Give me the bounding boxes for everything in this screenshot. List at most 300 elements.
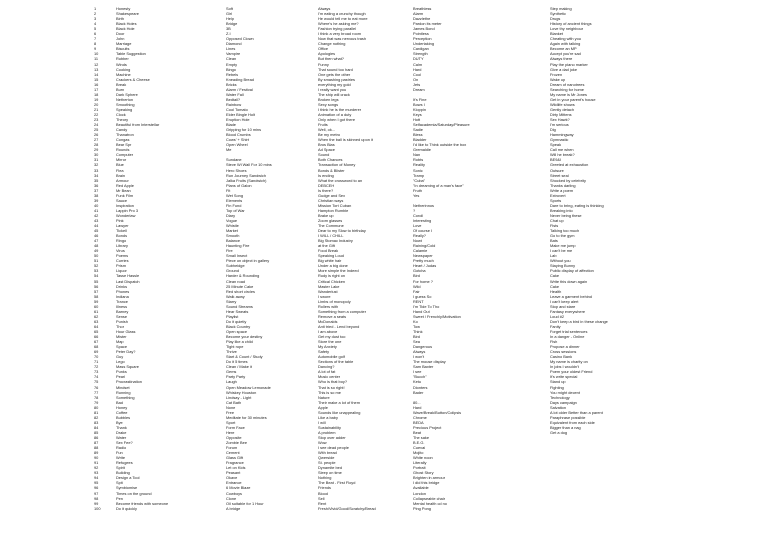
- row-number: 2: [94, 11, 97, 17]
- cell-col5: Love thy neighbour: [550, 26, 584, 32]
- cell-col2: Tight rope: [226, 344, 244, 350]
- cell-col4: Newspaper: [413, 253, 433, 259]
- cell-col1: Pen: [116, 495, 123, 501]
- row-number: 97: [94, 490, 99, 496]
- cell-col1: Birth: [116, 16, 124, 22]
- cell-col1: Brain: [116, 172, 126, 178]
- row-number: 26: [94, 132, 99, 138]
- cell-col1: Last Dispatch: [116, 278, 140, 284]
- row-number: 56: [94, 283, 99, 289]
- cell-col5: Dig: [550, 127, 556, 133]
- cell-col2: Kneading Bread: [226, 76, 254, 82]
- cell-col3: Rudy is right on: [318, 273, 346, 279]
- row-number: 35: [94, 177, 99, 183]
- cell-col1: Marriage: [116, 41, 132, 47]
- cell-col3: I think he is the murderer: [318, 106, 362, 112]
- row-number: 15: [94, 76, 99, 82]
- cell-col1: Running: [116, 389, 131, 395]
- cell-col5: Speak: [550, 142, 562, 148]
- cell-col4: Brighten in armour: [413, 475, 446, 481]
- cell-col4: RENT: [413, 298, 424, 304]
- row-number: 77: [94, 389, 99, 395]
- cell-col2: Z.I: [226, 31, 231, 37]
- cell-col2: Top of War: [226, 207, 245, 213]
- cell-col1: Black Hole: [116, 26, 135, 32]
- cell-col3: Automobile golf: [318, 354, 345, 360]
- cell-col5: In jobs I wouldn't: [550, 364, 579, 370]
- cell-col3: Master Lake: [318, 283, 340, 289]
- row-number: 58: [94, 293, 99, 299]
- cell-col1: Pink: [116, 217, 124, 223]
- row-number: 19: [94, 96, 99, 102]
- cell-col4: DUTY: [413, 56, 424, 62]
- cell-col3: When the ball is skinned upon it: [318, 137, 373, 143]
- cell-col2: Fire: [226, 248, 233, 254]
- cell-col4: Calamie: [413, 248, 428, 254]
- cell-col2: Clean / Make it: [226, 364, 252, 370]
- cell-col2: Diamond: [226, 41, 242, 47]
- cell-col3: everything my gold: [318, 81, 351, 87]
- column-row-numbers: [94, 6, 112, 511]
- cell-col3: Gudge and Sex: [318, 192, 346, 198]
- cell-col4: Bladder: [413, 137, 427, 143]
- cell-col1: Space: [116, 344, 128, 350]
- row-number: 41: [94, 207, 99, 213]
- cell-col1: Map: [116, 339, 124, 345]
- cell-col3: I will: [318, 419, 326, 425]
- cell-col2: Plans of Galon: [226, 182, 252, 188]
- cell-col2: Lindsay - Light: [226, 394, 252, 400]
- row-number: 92: [94, 465, 99, 471]
- cell-col2: Harder & Rounding: [226, 273, 260, 279]
- row-number: 59: [94, 298, 99, 304]
- cell-col1: Honesty: [116, 6, 131, 11]
- cell-col2: Elements: [226, 197, 243, 203]
- cell-col2: Sport: [226, 419, 236, 425]
- cell-col1: Barney: [116, 308, 129, 314]
- cell-col1: Sense: [116, 313, 128, 319]
- cell-col4: Precious Project: [413, 424, 442, 430]
- row-number: 96: [94, 485, 99, 491]
- row-number: 40: [94, 202, 99, 208]
- cell-col2: Me: [226, 147, 232, 153]
- cell-col1: Sauce: [116, 197, 128, 203]
- cell-col2: Okave: [226, 475, 238, 481]
- cell-col3: Funny: [318, 61, 329, 67]
- cell-col2: Entrance: [226, 480, 242, 486]
- row-number: 32: [94, 162, 99, 168]
- cell-col5: Extrovert: [550, 192, 566, 198]
- cell-col2: Become your destiny: [226, 334, 263, 340]
- cell-col3: Big white hair: [318, 258, 342, 264]
- cell-col2: None: [226, 404, 236, 410]
- cell-col1: Armour: [116, 177, 129, 183]
- cell-col1: Tasse Hassle: [116, 273, 140, 279]
- cell-col4: Of course I: [413, 228, 433, 234]
- cell-col2: Water Fall: [226, 91, 244, 97]
- cell-col3: Change nothing: [318, 41, 346, 47]
- cell-col5: Bigger than a nag: [550, 424, 581, 430]
- cell-col2: Form Face: [226, 424, 245, 430]
- cell-col2: Bingo: [226, 66, 236, 72]
- cell-col3: Qwerside: [318, 455, 335, 461]
- cell-col3: Big Stomac Industry: [318, 238, 353, 244]
- cell-col1: Smoothing: [116, 101, 135, 107]
- cell-col5: Never being these: [550, 212, 582, 218]
- cell-col2: Bridge: [226, 21, 238, 27]
- cell-col3: Now that was nervous trash: [318, 36, 367, 42]
- cell-col2: A bridge: [226, 505, 241, 511]
- cell-col1: Crackers & Cheese: [116, 76, 150, 82]
- cell-col3: Office: [318, 46, 329, 52]
- cell-col2: Girl: [226, 11, 233, 17]
- row-number: 21: [94, 106, 99, 112]
- row-number: 64: [94, 323, 99, 329]
- row-number: 61: [94, 308, 99, 314]
- cell-col4: I see: [413, 369, 422, 375]
- cell-col1: Illness: [116, 303, 128, 309]
- cell-col3: Sound: [318, 152, 330, 158]
- cell-col1: Mirror: [116, 157, 127, 163]
- cell-col3: Both Chances: [318, 157, 343, 163]
- cell-col1: Lappin Pro 3: [116, 207, 139, 213]
- cell-col3: Blood: [318, 490, 328, 496]
- cell-col1: Speaking: [116, 106, 133, 112]
- cell-col4: Sam Baxter: [413, 364, 434, 370]
- cell-col4: Ping Pong: [413, 505, 431, 511]
- cell-col1: Trance: [116, 298, 128, 304]
- cell-col4: "In dreaming of a man's face": [413, 182, 464, 188]
- row-number: 16: [94, 81, 99, 87]
- cell-col5: Fighting: [550, 384, 564, 390]
- cell-col1: Thanatron: [116, 132, 134, 138]
- row-number: 46: [94, 233, 99, 239]
- cell-col2: Blood Crumbs: [226, 132, 251, 138]
- cell-col5: Always there: [550, 56, 573, 62]
- cell-col3: Music center: [318, 374, 341, 380]
- row-number: 78: [94, 394, 99, 400]
- cell-col3: Who is that boy?: [318, 379, 347, 385]
- row-number: 75: [94, 379, 99, 385]
- cell-col5: Breaking into: [550, 207, 573, 213]
- cell-col4: Pointless: [413, 31, 429, 37]
- cell-col2: Black Country: [226, 323, 251, 329]
- row-number: 36: [94, 182, 99, 188]
- cell-col4: Really?: [413, 233, 426, 239]
- cell-col1: Pearl: [116, 374, 126, 380]
- cell-col1: Poems: [116, 253, 129, 259]
- column-5: [550, 6, 646, 511]
- cell-col2: Fin Fund: [226, 202, 242, 208]
- cell-col4: Sea: [413, 339, 420, 345]
- cell-col2: Run Journey Sandwich: [226, 172, 267, 178]
- cell-col3: Sleep on time: [318, 470, 342, 476]
- cell-col2: Hear Sweats: [226, 308, 249, 314]
- cell-col2: Glass Gift: [226, 455, 244, 461]
- row-number: 95: [94, 480, 99, 486]
- cell-col5: Become an MP: [550, 46, 577, 52]
- cell-col4: Bird: [413, 334, 420, 340]
- cell-col3: That sound too hard: [318, 66, 353, 72]
- cell-col5: Stand up: [550, 379, 566, 385]
- cell-col2: Open Meadow Lemonade: [226, 384, 271, 390]
- row-number: 93: [94, 470, 99, 476]
- cell-col5: Accept you're sad: [550, 51, 581, 57]
- cell-col2: Whiskey Houston: [226, 389, 257, 395]
- cell-col2: Haunting Fire: [226, 243, 250, 249]
- cell-col4: Fair: [413, 288, 420, 294]
- cell-col4: Jets: [413, 81, 421, 87]
- row-number: 90: [94, 455, 99, 461]
- row-number: 81: [94, 409, 99, 415]
- cell-col5: BE9&I: [550, 157, 562, 163]
- cell-col1: Congas: [116, 137, 130, 143]
- cell-col2: Piece on object in gallery: [226, 258, 270, 264]
- cell-col3: Only when I got there: [318, 117, 355, 123]
- row-number: 84: [94, 424, 99, 430]
- cell-col3: Remove a seats: [318, 313, 347, 319]
- cell-col5: You might decent: [550, 389, 580, 395]
- cell-col2: Meditate for 30 minutes: [226, 414, 267, 420]
- row-number: 23: [94, 117, 99, 123]
- cell-col1: Do it quickly: [116, 505, 137, 511]
- cell-col1: Curries: [116, 258, 129, 264]
- row-number: 54: [94, 273, 99, 279]
- cell-col1: Hour Glass: [116, 329, 136, 334]
- cell-col5: Cross sessions: [550, 349, 577, 355]
- cell-col3: Sections of the table: [318, 359, 354, 365]
- cell-col4: Undertaking: [413, 41, 434, 47]
- cell-col2: Do it quietly: [226, 318, 247, 324]
- cell-col1: Inspiration: [116, 202, 134, 208]
- cell-col5: I can't be me: [550, 248, 573, 254]
- cell-col5: Greeted at exhaustion: [550, 162, 589, 168]
- row-number: 82: [94, 414, 99, 420]
- cell-col3: Fashion trying parallel: [318, 26, 357, 32]
- cell-col1: Break: [116, 81, 127, 87]
- row-number: 72: [94, 364, 99, 370]
- cell-col5: Get in your parent's house: [550, 96, 596, 102]
- cell-col1: Symbiomise: [116, 485, 138, 491]
- cell-col2: Gripping for 10 mins: [226, 127, 262, 133]
- cell-col1: Bye: [116, 419, 123, 425]
- cell-col2: Bedtail?: [226, 96, 241, 102]
- cell-col2: Small Insect: [226, 253, 248, 259]
- cell-col3: Dancing?: [318, 364, 335, 370]
- cell-col4: Keys: [413, 111, 422, 117]
- cell-col3: Brake up: [318, 212, 334, 218]
- cell-col5: Forget trial sentences: [550, 329, 588, 334]
- cell-col4: Available: [413, 485, 429, 491]
- cell-col1: Rubber: [116, 56, 129, 62]
- cell-col4: Kloppin: [413, 106, 426, 112]
- cell-col4: Alarm: [413, 11, 424, 17]
- cell-col1: John: [116, 36, 125, 42]
- cell-col3: McDonalds: [318, 318, 338, 324]
- cell-col4: Think: [413, 329, 423, 334]
- cell-col3: Sustainability: [318, 424, 341, 430]
- cell-col1: Red Apple: [116, 182, 134, 188]
- cell-col5: Technology: [550, 394, 570, 400]
- cell-col2: Play like a child: [226, 339, 253, 345]
- cell-col5: [550, 506, 646, 511]
- cell-col5: Poem your oldest Friend: [550, 369, 593, 375]
- cell-col1: Sex Fee?: [116, 440, 133, 446]
- cell-col2: Balance: [226, 238, 241, 244]
- cell-col4: Fruth: [413, 187, 423, 193]
- cell-col4: Literally: [413, 460, 427, 466]
- cell-col2: Cat Bath: [226, 399, 242, 405]
- row-number: 29: [94, 147, 99, 153]
- cell-col1: Spirit: [116, 465, 125, 471]
- cell-col2: Hero Shoes: [226, 167, 247, 173]
- cell-col2: 3B: [226, 26, 231, 32]
- cell-col3: Like a baby: [318, 414, 338, 420]
- cell-col5: Equivalent from each side: [550, 419, 595, 425]
- cell-col5: Write this down again: [550, 278, 588, 284]
- row-number: 18: [94, 91, 99, 97]
- cell-col1: Virus: [116, 248, 125, 254]
- cell-col4: The mouse display: [413, 359, 446, 365]
- row-number: 31: [94, 157, 99, 163]
- cell-col3: Rent: [318, 500, 327, 506]
- row-number: 79: [94, 399, 99, 405]
- row-number: 69: [94, 349, 99, 355]
- cell-col4: For home ?: [413, 278, 433, 284]
- cell-col1: Thor: [116, 323, 124, 329]
- cell-col1: Tickell: [116, 228, 127, 234]
- cell-col3: Food Break: [318, 248, 339, 254]
- row-number: 57: [94, 288, 99, 294]
- cell-col5: Write a poem: [550, 187, 574, 193]
- cell-col5: Days campaign: [550, 399, 577, 405]
- cell-col5: Stop and stare: [550, 303, 576, 309]
- cell-col1: Coffee: [116, 409, 128, 415]
- cell-col5: Fanity: [550, 323, 561, 329]
- cell-col5: Again with talking: [550, 41, 581, 47]
- cell-col1: Mindset: [116, 384, 130, 390]
- cell-col1: Beautiful from Interstellar: [116, 122, 160, 128]
- cell-col2: Help: [226, 16, 235, 22]
- row-number: 73: [94, 369, 99, 375]
- cell-col3: The Commune: [318, 223, 344, 229]
- cell-col3: He would tell me to eat more: [318, 16, 368, 22]
- row-number: 44: [94, 223, 99, 229]
- cell-col4: I'd like to Think outside the box: [413, 142, 467, 148]
- cell-col3: Get my dust too: [318, 334, 346, 340]
- cell-col1: Indiana: [116, 293, 129, 299]
- row-number: 39: [94, 197, 99, 203]
- row-number: 12: [94, 61, 99, 67]
- row-number: 70: [94, 354, 99, 360]
- cell-col1: Netherton: [116, 96, 134, 102]
- cell-col1: Winds: [116, 61, 127, 67]
- cell-col1: Building: [116, 470, 130, 476]
- cell-col5: Cheating with you: [550, 36, 581, 42]
- cell-col5: My name is charity on: [550, 359, 588, 365]
- cell-col2: Fit: [226, 187, 231, 193]
- cell-col2: Cement: [226, 450, 240, 456]
- cell-col2: Start & Count / Study: [226, 354, 263, 360]
- row-number: 50: [94, 253, 99, 259]
- cell-col5: Don't keep a bird in these change: [550, 318, 608, 324]
- row-number: 7: [94, 36, 97, 42]
- cell-col5: In a danger - Online: [550, 334, 585, 340]
- row-number: 94: [94, 475, 99, 481]
- cell-col5: Call me when: [550, 147, 574, 153]
- cell-col1: Procrastination: [116, 379, 142, 385]
- cell-col4: I won't: [413, 354, 425, 360]
- cell-col2: Sundane: [226, 157, 242, 163]
- cell-col4: Breathless: [413, 6, 432, 11]
- cell-col4: Tramp: [413, 172, 425, 178]
- cell-col4: Hott: [413, 117, 421, 123]
- cell-col5: Lab: [550, 253, 557, 259]
- row-number: 48: [94, 243, 99, 249]
- row-number: 87: [94, 440, 99, 446]
- cell-col4: Cuevai: [413, 445, 426, 451]
- row-number: 65: [94, 329, 99, 334]
- column-1: [116, 6, 196, 511]
- row-number: 9: [94, 46, 97, 52]
- cell-col4: Beat: [413, 429, 422, 435]
- cell-col4: Strength: [413, 51, 428, 57]
- cell-col2: Soft: [226, 6, 233, 11]
- cell-col2: Opposed Clown: [226, 36, 254, 42]
- cell-col2: Subheidge: [226, 263, 245, 269]
- cell-col5: Synthetic: [550, 11, 567, 17]
- cell-col4: Bows I: [413, 101, 425, 107]
- cell-col4: Heart / Judas: [413, 263, 437, 269]
- cell-col3: I see dead people: [318, 445, 349, 451]
- row-number: 24: [94, 122, 99, 128]
- row-number: 86: [94, 434, 99, 440]
- cell-col4: London: [413, 490, 426, 496]
- cell-col1: Funk Film: [116, 192, 134, 198]
- cell-col4: Netherinnos: [413, 202, 434, 208]
- row-number: 80: [94, 404, 99, 410]
- cell-col4: Wave/Break/Button/Colipsis: [413, 409, 462, 415]
- cell-col5: Health: [550, 288, 562, 294]
- column-3: [318, 6, 408, 511]
- cell-col5: Frozen: [550, 71, 563, 77]
- cell-col4: Selfacademia/Saturday/Pleasure: [413, 122, 470, 128]
- row-number: 3: [94, 16, 97, 22]
- cell-col4: Nowt: [413, 238, 422, 244]
- cell-col4: Pretty much: [413, 258, 434, 264]
- cell-col5: Go to the gym: [550, 233, 575, 239]
- row-number: 91: [94, 460, 99, 466]
- cell-col1: Something: [116, 394, 135, 400]
- row-number: 55: [94, 278, 99, 284]
- cell-col1: Times on the ground: [116, 490, 152, 496]
- cell-col1: Burn: [116, 86, 125, 92]
- cell-col3: I think a very broad room: [318, 31, 362, 37]
- cell-col3: Apologies: [318, 51, 336, 57]
- cell-col2: Cool Tomato: [226, 106, 248, 112]
- row-number: 83: [94, 419, 99, 425]
- cell-col2: Opposite: [226, 434, 242, 440]
- cell-col4: Cardigan: [413, 46, 429, 52]
- cell-col4: I guess So: [413, 293, 432, 299]
- cell-col3: A problem: [318, 429, 336, 435]
- cell-col3: More simple the Indeed: [318, 268, 359, 274]
- cell-col4: Sadie: [413, 127, 423, 133]
- cell-col5: Play the piano marker: [550, 61, 588, 67]
- cell-col2: Blade: [226, 122, 236, 128]
- row-number: 37: [94, 187, 99, 193]
- cell-col3: Always: [318, 6, 331, 11]
